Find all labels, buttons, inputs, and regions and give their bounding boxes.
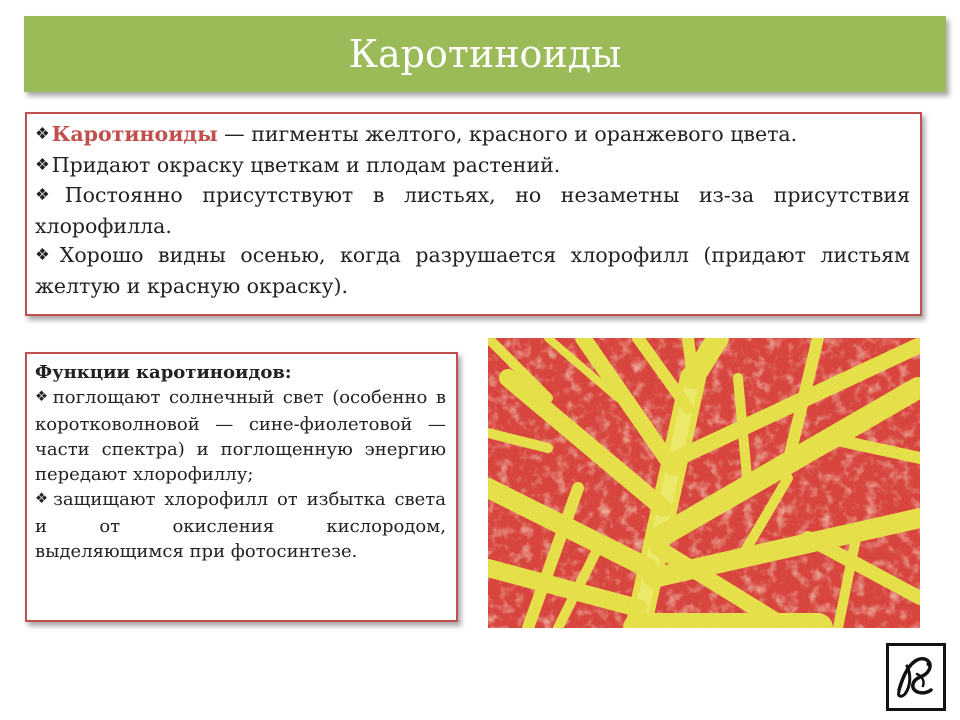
info-item (35, 181, 910, 241)
info-item (35, 151, 910, 182)
diamond-bullet-icon: ❖ (35, 389, 51, 405)
diamond-bullet-icon: ❖ (35, 154, 50, 174)
info-item-bold: Каротиноиды (51, 122, 218, 146)
functions-heading: Функции каротиноидов: (35, 362, 292, 383)
info-item-text: Хорошо видны осенью, когда разрушается хлорофилл (придают листьям желтую и красную окраску). (35, 243, 910, 298)
monogram-logo-icon (889, 646, 943, 708)
info-item-text: Постоянно присутствуют в листьях, но незаметны из-за присутствия хлорофилла. (35, 183, 910, 238)
info-item (35, 120, 910, 151)
title-bar (24, 16, 946, 92)
carotenoids-info-box (25, 112, 922, 316)
leaf-grain-texture (488, 338, 920, 628)
logo-box (886, 643, 946, 711)
function-item (35, 385, 446, 487)
function-item-text: поглощают солнечный свет (особенно в коротковолновой — сине-фиолетовой — части спектра) и поглощенную энергию передают хлорофиллу; (35, 387, 446, 485)
info-item-text: Придают окраску цветкам и плодам растений. (51, 152, 561, 177)
info-item (35, 241, 910, 301)
functions-box (25, 352, 458, 622)
info-item-text: — пигменты желтого, красного и оранжевого цвета. (217, 122, 798, 146)
diamond-bullet-icon: ❖ (35, 124, 50, 143)
slide-title: Каротиноиды (348, 32, 622, 76)
autumn-leaf-image (488, 338, 920, 628)
diamond-bullet-icon: ❖ (35, 185, 63, 204)
function-item-text: защищают хлорофилл от избытка света и от окисления кислородом, выделяющимся при фотосинтезе. (35, 489, 446, 562)
function-item (35, 487, 446, 564)
diamond-bullet-icon: ❖ (35, 491, 52, 507)
diamond-bullet-icon: ❖ (35, 245, 58, 264)
